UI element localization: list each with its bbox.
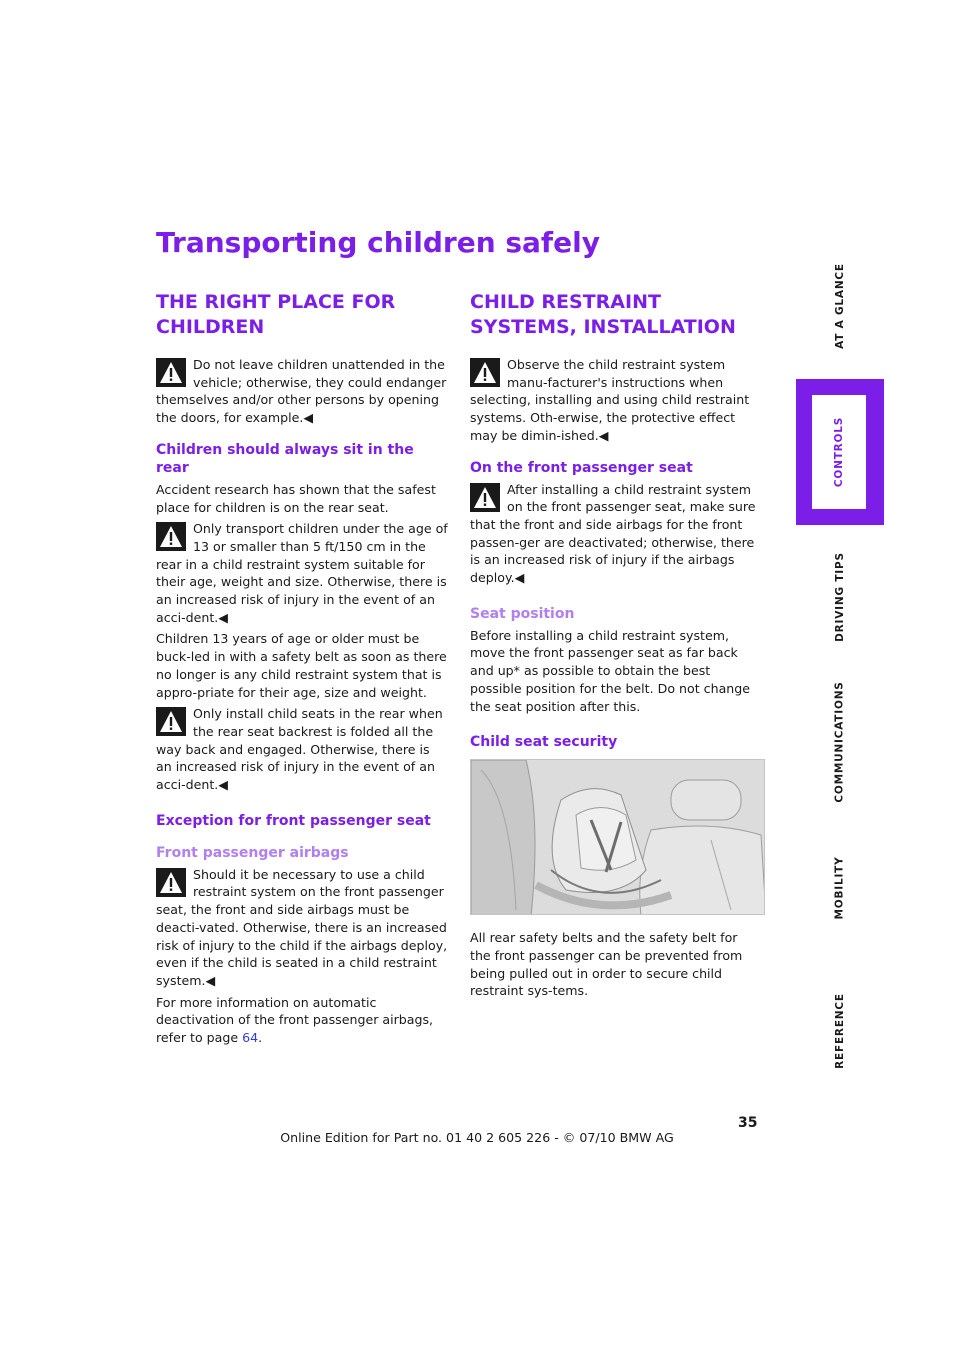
side-nav-driving-tips[interactable]: DRIVING TIPS	[834, 552, 847, 642]
side-nav-active-tab[interactable]	[796, 379, 884, 525]
section-heading-child-restraint: CHILD RESTRAINT SYSTEMS, INSTALLATION	[470, 291, 736, 338]
paragraph: All rear safety belts and the safety belt for the front passenger can be prevented from being pulled out in order to secure child restraint sys-tems.	[470, 930, 743, 999]
side-nav-controls[interactable]: CONTROLS	[812, 395, 866, 509]
warning-text: Only install child seats in the rear when the rear seat backrest is folded all the way back and engaged. Otherwise, there is an increased risk of injury in the event of an acci-dent.◀	[156, 706, 443, 793]
paragraph: Accident research has shown that the safest place for children is on the rear seat.	[156, 481, 436, 515]
paragraph: Children 13 years of age or older must be buck-led in with a safety belt as soon as there no longer is any child restraint system that is appro-priate for their age, size and weight.	[156, 631, 447, 700]
subheading-rear: Children should always sit in the rear	[156, 441, 414, 476]
side-nav-reference[interactable]: REFERENCE	[833, 993, 846, 1069]
warning-text: Only transport children under the age of 13 or smaller than 5 ft/150 cm in the rear in a child restraint system suitable for their age, weight and size. Otherwise, there is an increased risk of injury in the event of an acci-dent.◀	[156, 521, 448, 625]
side-nav-mobility[interactable]: MOBILITY	[834, 856, 846, 920]
warning-text: After installing a child restraint system on the front passenger seat, make sure that the front and side airbags for the front passen-ger are deactivated; otherwise, there is an increased risk of injury if the airbags deploy.◀	[470, 481, 756, 586]
warning-icon	[470, 483, 500, 512]
section-heading-right-place: THE RIGHT PLACE FOR CHILDREN	[156, 291, 396, 338]
paragraph: Before installing a child restraint system, move the front passenger seat as far back and up* as possible to obtain the best possible position for the belt. Do not change the seat position after this.	[470, 627, 751, 714]
warning-icon	[470, 358, 500, 387]
subheading-seat-position: Seat position	[470, 605, 575, 622]
side-nav-communications[interactable]: COMMUNICATIONS	[834, 681, 846, 803]
subheading-front-seat: On the front passenger seat	[470, 459, 693, 476]
right-column	[470, 290, 762, 1004]
warning-icon	[156, 868, 186, 897]
warning-block	[470, 481, 762, 587]
child-seat-illustration	[470, 759, 765, 915]
subheading-child-seat-security: Child seat security	[470, 734, 618, 751]
warning-icon	[156, 522, 186, 551]
warning-text: Should it be necessary to use a child restraint system on the front passenger seat, the front and side airbags must be deacti-vated. Otherwise, there is an increased risk of injury to the child if the airbags deploy, even if the child is seated in a child restraint system.◀	[156, 866, 448, 988]
subheading-front-airbags: Front passenger airbags	[156, 844, 349, 861]
left-column	[156, 290, 448, 1051]
warning-block	[156, 520, 448, 626]
page-number: 35	[738, 1115, 758, 1131]
paragraph-airbag-reference: For more information on automatic deactivation of the front passenger airbags, refer to page 64.	[156, 994, 434, 1046]
warning-block	[156, 866, 448, 990]
page-title: Transporting children safely	[156, 226, 600, 259]
warning-icon	[156, 707, 186, 736]
footer-edition-note: Online Edition for Part no. 01 40 2 605 226 - © 07/10 BMW AG	[280, 1130, 674, 1145]
warning-text: Observe the child restraint system manu-facturer's instructions when selecting, installing and using child restraint systems. Oth-erwise, the protective effect may be dimin-ished.◀	[470, 357, 750, 443]
side-nav-at-a-glance[interactable]: AT A GLANCE	[834, 263, 846, 349]
warning-block	[156, 356, 448, 427]
warning-icon	[156, 358, 186, 387]
warning-block	[470, 356, 762, 445]
warning-text: Do not leave children unattended in the vehicle; otherwise, they could endanger themselves and/or other persons by opening the doors, for example.◀	[156, 357, 447, 426]
warning-block	[156, 705, 448, 794]
subheading-exception: Exception for front passenger seat	[156, 812, 431, 829]
page-link[interactable]: 64	[242, 1030, 259, 1046]
